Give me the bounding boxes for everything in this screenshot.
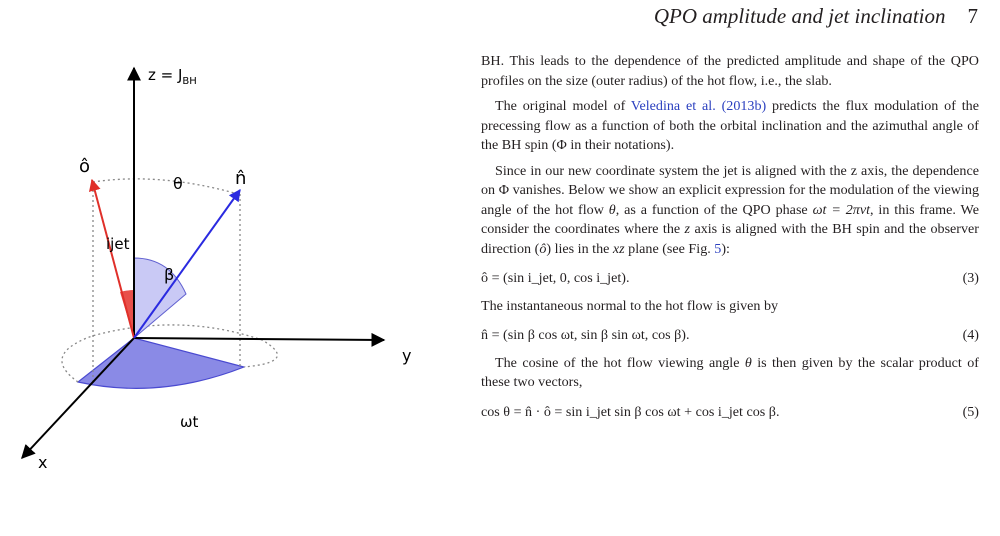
- y-axis-line: [134, 338, 384, 340]
- geometry-figure: [0, 40, 470, 536]
- paragraph-4: The instantaneous normal to the hot flow is given by: [481, 297, 779, 314]
- equation-4: n̂ = (sin β cos ωt, sin β sin ωt, cos β). (4): [481, 327, 979, 343]
- geometry-diagram: [0, 40, 470, 536]
- running-title: QPO amplitude and jet inclination: [653, 4, 946, 28]
- paragraph-1: BH. This leads to the dependence of the predicted amplitude and shape of the QPO profiles on the size (outer radius) of the hot flow, i.e., the slab.: [481, 53, 979, 89]
- paragraph-5: The cosine of the hot flow viewing angle θ is then given by the scalar product of these two vectors,: [481, 354, 979, 390]
- theta-arc: [93, 179, 238, 194]
- theta-label: θ: [173, 174, 183, 193]
- paragraph-3: Since in our new coordinate system the jet is aligned with the z axis, the dependence on Φ vanishes. Below we show an explicit expression for the modulation of the viewing angle of the hot flow θ, as a function of the QPO phase ωt = 2πνt, in this frame. We consider the coordinates where the z axis is aligned with the BH spin and the observer direction (ô) lies in the xz plane (see Fig. 5):: [481, 162, 979, 257]
- paragraph-2: The original model of Veledina et al. (2013b) predicts the flux modulation of the precessing flow as a function of both the orbital inclination and the azimuthal angle of the BH spin (Φ in their notations).: [481, 98, 979, 153]
- text-column: [481, 52, 979, 430]
- page-header: [654, 4, 978, 29]
- beta-label: β: [164, 265, 175, 284]
- y-axis-label: y: [402, 346, 412, 365]
- x-axis-line: [22, 338, 134, 458]
- n-hat-label: n̂: [235, 168, 247, 189]
- citation-link[interactable]: Veledina et al. (2013b): [630, 98, 767, 114]
- omega-t-label: ωt: [180, 413, 199, 431]
- o-hat-label: ô: [79, 156, 91, 177]
- figure-link[interactable]: 5: [714, 240, 722, 257]
- phase-wedge: [78, 338, 244, 388]
- page-number: 7: [967, 4, 978, 28]
- z-axis-label: $z = J_{BH}$: [148, 66, 197, 87]
- equation-5: cos θ = n̂ · ô = sin i_jet sin β cos ωt + cos i_jet cos β. (5): [481, 403, 979, 420]
- ijet-label: ijet: [106, 235, 130, 253]
- x-axis-label: x: [38, 453, 48, 472]
- equation-3: ô = (sin i_jet, 0, cos i_jet). (3): [481, 270, 979, 286]
- o-hat-vector: [92, 180, 134, 338]
